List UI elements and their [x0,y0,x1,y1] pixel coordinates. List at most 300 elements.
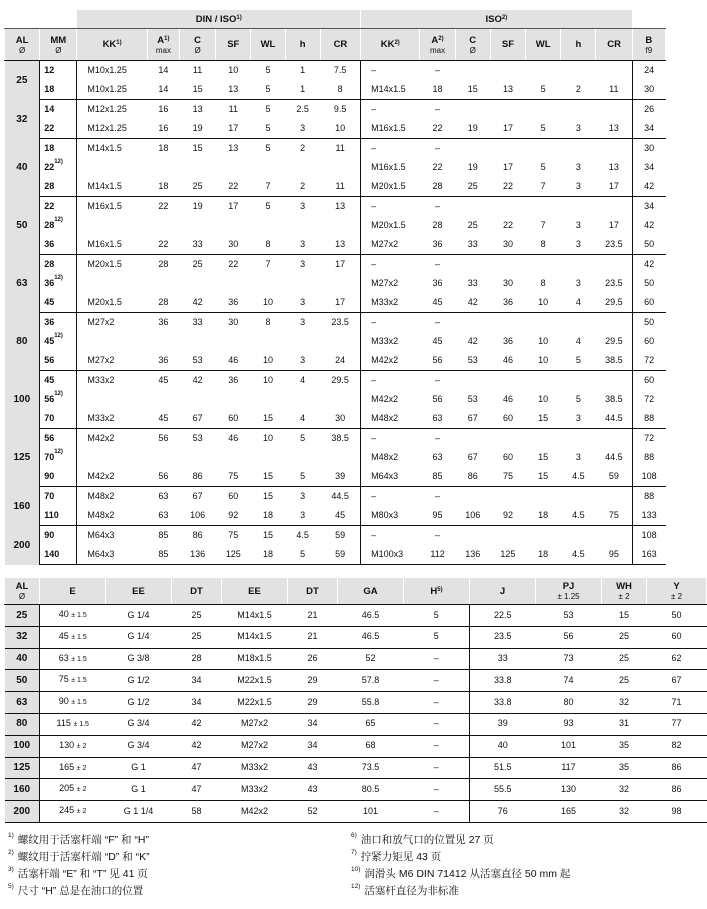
ee-value-cell: G 3/8 [106,648,172,670]
iso-value-cell: 59 [596,467,632,487]
iso-value-cell: 4.5 [561,506,596,526]
din-value-cell: 3 [300,201,306,211]
table-row [5,235,666,255]
iso-value-cell [526,371,561,391]
din-value-cell: 22 [147,235,179,255]
din-value-cell [285,390,320,409]
din-value-cell: 13 [335,201,346,211]
e-tolerance: ± 2 [76,742,87,750]
iso-value-cell: 3 [561,177,596,197]
iso-value-cell: – [435,201,441,211]
iso-value-cell: 18 [420,80,455,100]
din-value-cell: 13 [192,104,203,114]
iso-value-cell: 13 [596,119,632,139]
din-value-cell: 106 [179,506,215,526]
din-value-cell [179,216,215,235]
din-value-cell: 59 [335,530,346,540]
bore-diameter-cell: 80 [5,713,40,735]
pj-value-cell: 53 [536,605,602,627]
iso-value-cell: 7 [526,177,561,197]
iso-value-cell: M20x1.5 [361,177,420,197]
rod-diameter-cell [40,487,77,507]
din-value-cell: M10x1.25 [87,65,127,75]
rod-diameter-value: 56 [44,433,55,443]
iso-value-cell: 22 [420,119,455,139]
dt2-value-cell: 43 [288,757,338,779]
iso-value-cell: – [361,197,420,217]
din-value-cell: 75 [228,530,239,540]
pj-value-cell: 93 [536,713,602,735]
table-row [5,605,707,627]
iso-value-cell: 23.5 [596,235,632,255]
iso-value-cell: 136 [455,545,490,565]
din-value-cell: 4 [285,409,320,429]
iso-value-cell: M80x3 [361,506,420,526]
rod-diameter-value: 45 [44,297,55,307]
ga-value-cell: 57.8 [338,670,404,692]
iso-value-cell [455,139,490,159]
iso-value-cell: 3 [561,119,596,139]
iso-value-cell [596,255,632,275]
ee-value-cell: G 1 [106,779,172,801]
din-value-cell: 136 [179,545,215,565]
ee-value-cell: G 3/4 [106,713,172,735]
col-header-cr: CR [320,29,360,61]
iso-value-cell: 15 [538,452,549,462]
iso-value-cell: M33x2 [361,293,420,313]
e-value-cell [40,779,106,801]
din-value-cell: 2 [285,177,320,197]
e-tolerance: ± 2 [76,786,87,794]
col-header-a: $A^{1)}$ max [147,29,179,61]
iso-value-cell: 10 [526,351,561,371]
din-value-cell: M20x1.5 [77,293,147,313]
din-value-cell: 56 [147,467,179,487]
iso-value-cell: 3 [561,235,596,255]
ga-value-cell: 65 [338,713,404,735]
j-value-cell: 51.5 [470,757,536,779]
rod-diameter-cell [40,390,77,409]
footnote-line [8,849,338,866]
footnote-number: 3) [8,866,14,873]
iso-value-cell: M14x1.5 [361,80,420,100]
din-value-cell: 53 [192,433,203,443]
din-value-cell: 28 [147,293,179,313]
dt2-value-cell: 29 [288,670,338,692]
din-value-cell: 75 [216,467,251,487]
y-value-cell: 98 [647,801,707,823]
y-value-cell: 67 [647,670,707,692]
iso-value-cell: 56 [432,394,443,404]
iso-value-cell [490,526,525,546]
e-value-cell [40,670,106,692]
iso-value-cell: 11 [596,80,632,100]
iso-value-cell [490,100,525,120]
iso-value-cell [526,429,561,449]
iso-value-cell: 3 [575,278,581,288]
rod-diameter-cell [40,293,77,313]
iso-value-cell [596,526,632,546]
din-value-cell [179,390,215,409]
footnote-text: 活塞杆端 “E” 和 “T” 见 41 页 [17,868,148,880]
iso-value-cell [596,487,632,507]
iso-value-cell: 36 [432,278,443,288]
iso-value-cell: M20x1.5 [361,216,420,235]
ga-value-cell: 46.5 [338,626,404,648]
din-value-cell: 3 [300,317,306,327]
din-value-cell [285,332,320,351]
footnote-number: 5) [8,883,14,890]
ga-value-cell: 52 [338,648,404,670]
pj-value-cell: 80 [536,692,602,714]
col-header-j: J [470,578,536,605]
ee2-value-cell: M27x2 [222,735,288,757]
rod-diameter-value: 56 [44,394,55,404]
din-value-cell: 19 [179,119,215,139]
j-value-cell: 23.5 [470,626,536,648]
din-value-cell: 5 [285,545,320,565]
din-value-cell: 38.5 [331,433,349,443]
bore-diameter-cell: 50 [5,670,40,692]
bore-diameter-cell: 25 [5,61,40,100]
din-value-cell [77,274,147,293]
iso-value-cell: – [361,313,420,333]
din-value-cell: 33 [179,235,215,255]
din-value-cell: 17 [320,293,360,313]
din-value-cell: M64x3 [87,530,115,540]
iso-value-cell: 36 [420,235,455,255]
din-value-cell: 7 [251,177,285,197]
ee-value-cell: G 1/2 [106,692,172,714]
iso-value-cell: 38.5 [596,351,632,371]
b-value-cell: 108 [632,467,665,487]
footnote-text: 润滑头 M6 DIN 71412 从活塞直径 50 mm 起 [364,868,571,880]
iso-value-cell: 67 [455,409,490,429]
e-tolerance: ± 1.5 [71,612,87,619]
rod-diameter-value: 70 [44,452,55,462]
iso-value-cell [561,371,596,391]
rod-diameter-cell [40,429,77,449]
table-row [5,100,666,120]
iso-value-cell: 17 [490,119,525,139]
din-value-cell: 5 [300,433,306,443]
iso-value-cell: 22 [502,220,513,230]
din-value-cell: 10 [262,375,273,385]
e-value: 115 [56,717,71,728]
din-value-cell: 60 [228,491,239,501]
iso-value-cell [490,429,525,449]
iso-value-cell [561,255,596,275]
e-tolerance: ± 1.5 [71,677,87,685]
col-header-al: AL Ø [5,29,40,61]
ga-value-cell: 46.5 [338,605,404,627]
din-value-cell: 15 [179,80,215,100]
footnote-text: 油口和放气口的位置见 27 页 [360,834,494,846]
din-value-cell: M42x2 [77,467,147,487]
iso-value-cell: 7 [540,220,546,230]
bore-diameter-cell: 25 [5,605,40,627]
din-value-cell [179,448,215,467]
col-header-c2: C Ø [455,29,490,61]
table-row [5,670,707,692]
din-value-cell: M10x1.25 [77,80,147,100]
iso-value-cell: 10 [538,336,549,346]
table-row [5,351,666,371]
iso-value-cell: 22 [432,162,443,172]
table-row [5,274,666,293]
din-value-cell [147,390,179,409]
col-header-b: B f9 [632,29,665,61]
e-value-cell [40,605,106,627]
din-value-cell [320,332,360,351]
bore-diameter-cell: 32 [5,626,40,648]
col-header-wl2: WL [526,29,561,61]
din-value-cell [251,216,285,235]
rod-diameter-value: 28 [44,181,55,191]
bore-diameter-cell: 63 [5,692,40,714]
iso-value-cell [526,526,561,546]
din-value-cell [251,448,285,467]
din-value-cell: 3 [285,506,320,526]
din-value-cell: 18 [147,177,179,197]
din-value-cell: 67 [192,491,203,501]
bore-diameter-cell: 100 [5,735,40,757]
table-row [5,801,707,823]
din-value-cell: 30 [228,317,239,327]
din-value-cell: 10 [228,65,239,75]
bore-diameter-cell: 200 [5,526,40,565]
iso-value-cell: 5 [540,162,546,172]
table-row [5,255,666,275]
footnote-line [351,832,671,849]
footnote-marker: 12) [54,275,63,281]
iso-value-cell [561,487,596,507]
iso-value-cell: 4 [561,293,596,313]
iso-value-cell: 5 [561,351,596,371]
rod-diameter-cell [40,526,77,546]
din-value-cell [285,448,320,467]
din-value-cell [147,158,179,177]
bore-diameter-cell: 160 [5,779,40,801]
iso-value-cell: 85 [420,467,455,487]
e-value: 75 [58,674,69,685]
din-value-cell [77,332,147,351]
iso-value-cell: 3 [575,162,581,172]
iso-value-cell: M42x2 [361,390,420,409]
din-value-cell: 53 [179,351,215,371]
rod-diameter-cell [40,409,77,429]
e-value: 165 [59,761,75,772]
iso-value-cell: 56 [420,351,455,371]
footnote-marker: 12) [54,217,63,223]
din-value-cell: 11 [335,143,345,153]
iso-value-cell: M33x2 [361,332,420,351]
b-value-cell: 30 [632,80,665,100]
din-value-cell: 29.5 [331,375,349,385]
iso-value-cell: M27x2 [361,274,420,293]
footnote-text: 活塞杆直径为非标准 [364,885,459,897]
iso-value-cell: 30 [490,235,525,255]
iso-value-cell [490,371,525,391]
din-value-cell [179,158,215,177]
din-value-cell: 8 [320,80,360,100]
iso-value-cell [526,100,561,120]
din-value-cell [216,158,251,177]
footnote-number: 1) [8,832,14,839]
iso-value-cell: 46 [490,351,525,371]
e-value: 90 [58,696,69,707]
dt2-value-cell: 43 [288,779,338,801]
iso-value-cell: 106 [455,506,490,526]
din-value-cell: M16x1.5 [87,201,122,211]
ee2-value-cell: M22x1.5 [222,692,288,714]
iso-value-cell: 15 [526,409,561,429]
din-value-cell [179,274,215,293]
rod-diameter-value: 45 [44,336,55,346]
din-value-cell: 25 [179,177,215,197]
pj-value-cell: 101 [536,735,602,757]
rod-diameter-cell [40,119,77,139]
dt-value-cell: 25 [172,626,222,648]
rod-diameter-cell [40,100,77,120]
din-value-cell: 10 [251,351,285,371]
e-value: 245 [59,805,75,816]
rod-diameter-cell [40,139,77,159]
din-value-cell: 11 [320,177,360,197]
pj-value-cell: 73 [536,648,602,670]
iso-value-cell: – [435,259,441,269]
iso-value-cell: 15 [455,80,490,100]
ee2-value-cell: M14x1.5 [222,605,288,627]
iso-value-cell [455,61,490,81]
rod-diameter-value: 110 [44,510,59,520]
pj-value-cell: 56 [536,626,602,648]
col-header-wh: WH ± 2 [602,578,647,605]
din-value-cell [77,448,147,467]
footnote-line [351,866,671,883]
footnote-marker: 12) [54,333,63,339]
ee-value-cell: G 1 1/4 [106,801,172,823]
rod-diameter-value: 18 [44,84,55,94]
iso-value-cell: 42 [455,293,490,313]
b-value-cell: 88 [632,487,665,507]
dt2-value-cell: 21 [288,605,338,627]
iso-value-cell [561,526,596,546]
port-dimension-table [4,578,707,823]
iso-value-cell: 23.5 [605,278,623,288]
din-value-cell: 85 [147,545,179,565]
footnote-line [8,883,338,900]
din-value-cell: 15 [262,530,273,540]
din-value-cell: 5 [251,119,285,139]
footnote-line [8,866,338,883]
b-value-cell: 42 [632,255,665,275]
din-value-cell [320,216,360,235]
iso-value-cell [455,255,490,275]
iso-value-cell [561,313,596,333]
iso-value-cell [526,197,561,217]
bore-diameter-cell: 40 [5,139,40,197]
rod-diameter-value: 36 [44,239,55,249]
iso-value-cell: – [361,487,420,507]
iso-value-cell: 63 [432,452,443,462]
header-blank-b [632,10,665,29]
din-value-cell: 14 [147,80,179,100]
din-value-cell: 28 [158,259,169,269]
wh-value-cell: 25 [602,648,647,670]
iso-value-cell: 25 [467,220,478,230]
din-value-cell: 5 [265,143,271,153]
table-row [5,735,707,757]
iso-value-cell: 13 [608,162,619,172]
rod-diameter-value: 22 [44,201,55,211]
h-value-cell: – [404,735,470,757]
din-value-cell: 44.5 [331,491,349,501]
iso-value-cell [526,255,561,275]
rod-diameter-value: 36 [44,278,55,288]
din-value-cell: 45 [158,375,169,385]
iso-value-cell: 46 [502,394,513,404]
b-value-cell: 24 [632,61,665,81]
iso-value-cell: 18 [526,545,561,565]
table-row [5,158,666,177]
din-value-cell [216,448,251,467]
wh-value-cell: 25 [602,626,647,648]
e-value-cell [40,626,106,648]
din-value-cell [77,216,147,235]
rod-diameter-value: 22 [44,162,55,172]
iso-value-cell: 5 [575,394,581,404]
rod-diameter-cell [40,313,77,333]
iso-value-cell [455,487,490,507]
col-header-e: E [40,578,106,605]
rod-diameter-value: 28 [44,220,55,230]
din-value-cell: 9.5 [333,104,347,114]
rod-diameter-cell [40,467,77,487]
iso-value-cell: 95 [420,506,455,526]
iso-value-cell: 15 [526,467,561,487]
dt2-value-cell: 26 [288,648,338,670]
wh-value-cell: 32 [602,779,647,801]
y-value-cell: 77 [647,713,707,735]
iso-value-cell: 45 [432,336,443,346]
j-value-cell: 33.8 [470,692,536,714]
iso-value-cell: – [435,530,441,540]
dt-value-cell: 58 [172,801,222,823]
din-value-cell: 19 [192,201,203,211]
din-value-cell: 39 [320,467,360,487]
din-value-cell: 22 [158,201,169,211]
iso-value-cell: 17 [502,162,513,172]
dt-value-cell: 47 [172,757,222,779]
table-row [5,713,707,735]
j-value-cell: 33 [470,648,536,670]
din-value-cell: 3 [285,351,320,371]
din-value-cell: M14x1.5 [87,143,122,153]
din-value-cell [216,274,251,293]
iso-value-cell [455,313,490,333]
ga-value-cell: 68 [338,735,404,757]
footnote-number: 6) [351,832,357,839]
table-row [5,626,707,648]
table-row [5,448,666,467]
iso-value-cell: 3 [575,452,581,462]
iso-value-cell: 44.5 [605,452,623,462]
dt-value-cell: 25 [172,605,222,627]
din-value-cell: M16x1.5 [77,235,147,255]
table-row [5,545,666,565]
din-value-cell [320,448,360,467]
